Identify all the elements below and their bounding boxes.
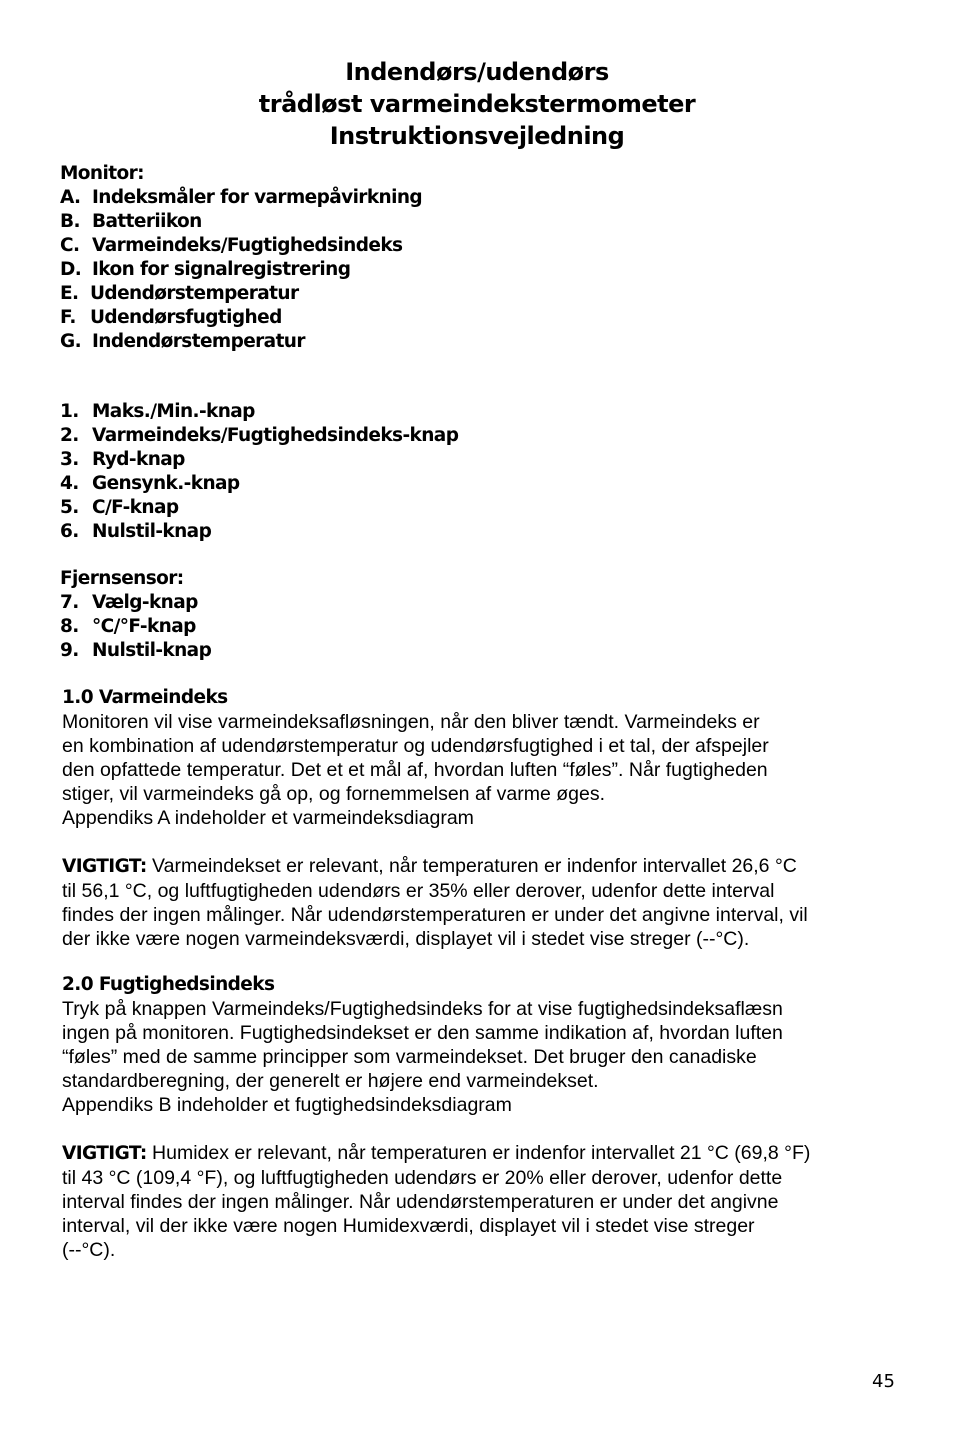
sensor-list bbox=[60, 567, 211, 663]
page-number: 45 bbox=[872, 1371, 895, 1392]
document-title bbox=[0, 56, 954, 152]
monitor-heading: Monitor: bbox=[60, 163, 144, 184]
paragraph-line: en kombination af udendørstemperatur og udendørsfugtighed i et tal, der afspejler bbox=[62, 735, 769, 757]
paragraph-line: stiger, vil varmeindeks gå op, og fornemmelsen af varme øges. bbox=[62, 783, 605, 805]
list-item: 6. Nulstil-knap bbox=[60, 521, 212, 542]
paragraph-line: Tryk på knappen Varmeindeks/Fugtighedsindeks for at vise fugtighedsindeksaflæsn bbox=[62, 998, 783, 1020]
list-item: D. Ikon for signalregistrering bbox=[60, 259, 351, 280]
list-item: 5. C/F-knap bbox=[60, 497, 179, 518]
paragraph-line: Appendiks B indeholder et fugtighedsindeksdiagram bbox=[62, 1094, 512, 1116]
buttons-list bbox=[60, 400, 458, 544]
list-item: E. Udendørstemperatur bbox=[60, 283, 299, 304]
title-line-1: Indendørs/udendørs bbox=[345, 58, 609, 86]
sensor-heading: Fjernsensor: bbox=[60, 568, 184, 589]
paragraph-line: interval findes der ingen målinger. Når udendørstemperaturen er under det angivne bbox=[62, 1191, 779, 1213]
list-item: 9. Nulstil-knap bbox=[60, 640, 212, 661]
list-item: 4. Gensynk.-knap bbox=[60, 473, 240, 494]
list-item: 2. Varmeindeks/Fugtighedsindeks-knap bbox=[60, 425, 459, 446]
paragraph-line: ingen på monitoren. Fugtighedsindekset er den samme indikation af, hvordan luften bbox=[62, 1022, 783, 1044]
paragraph-line: der ikke være nogen varmeindeksværdi, displayet vil i stedet vise streger (--°C). bbox=[62, 928, 750, 950]
list-item: 3. Ryd-knap bbox=[60, 449, 185, 470]
important-label: VIGTIGT: bbox=[62, 856, 147, 877]
list-item: G. Indendørstemperatur bbox=[60, 331, 305, 352]
title-line-2: trådløst varmeindekstermometer bbox=[258, 90, 696, 118]
paragraph-line: “føles” med de samme principper som varmeindekset. Det bruger den canadiske bbox=[62, 1046, 757, 1068]
monitor-list bbox=[60, 162, 422, 354]
paragraph-line: findes der ingen målinger. Når udendørstemperaturen er under det angivne interval, vil bbox=[62, 904, 808, 926]
important-note: VIGTIGT: Humidex er relevant, når temperaturen er indenfor intervallet 21 °C (69,8 °F) bbox=[62, 1142, 811, 1164]
paragraph-line: til 56,1 °C, og luftfugtigheden udendørs er 35% eller derover, udenfor dette interval bbox=[62, 880, 775, 902]
section-fugtighedsindeks bbox=[62, 973, 902, 1262]
paragraph-line: Monitoren vil vise varmeindeksafløsningen, når den bliver tændt. Varmeindeks er bbox=[62, 711, 760, 733]
list-item: 1. Maks./Min.-knap bbox=[60, 401, 255, 422]
paragraph-line: (--°C). bbox=[62, 1239, 116, 1261]
list-item: F. Udendørsfugtighed bbox=[60, 307, 282, 328]
important-note: VIGTIGT: Varmeindekset er relevant, når temperaturen er indenfor intervallet 26,6 °C bbox=[62, 855, 797, 877]
paragraph-line: standardberegning, der generelt er højere end varmeindekset. bbox=[62, 1070, 599, 1092]
list-item: C. Varmeindeks/Fugtighedsindeks bbox=[60, 235, 403, 256]
list-item: B. Batteriikon bbox=[60, 211, 202, 232]
title-line-3: Instruktionsvejledning bbox=[329, 122, 625, 150]
section-heading: 1.0 Varmeindeks bbox=[62, 687, 228, 708]
important-label: VIGTIGT: bbox=[62, 1143, 147, 1164]
paragraph-line: Appendiks A indeholder et varmeindeksdiagram bbox=[62, 807, 474, 829]
paragraph-line: den opfattede temperatur. Det et et mål af, hvordan luften “føles”. Når fugtigheden bbox=[62, 759, 768, 781]
section-heading: 2.0 Fugtighedsindeks bbox=[62, 974, 275, 995]
section-varmeindeks bbox=[62, 686, 902, 951]
list-item: 8. °C/°F-knap bbox=[60, 616, 196, 637]
list-item: A. Indeksmåler for varmepåvirkning bbox=[60, 187, 423, 208]
paragraph-line: interval, vil der ikke være nogen Humidexværdi, displayet vil i stedet vise streger bbox=[62, 1215, 755, 1237]
paragraph-line: til 43 °C (109,4 °F), og luftfugtigheden udendørs er 20% eller derover, udenfor dette bbox=[62, 1167, 783, 1189]
list-item: 7. Vælg-knap bbox=[60, 592, 198, 613]
